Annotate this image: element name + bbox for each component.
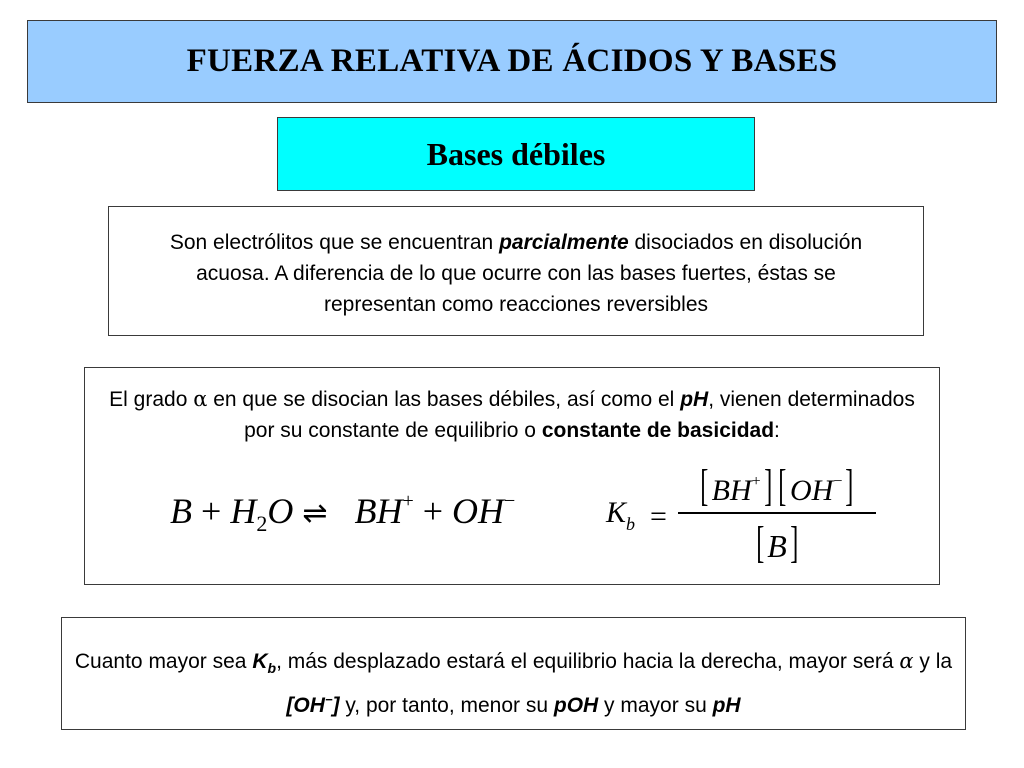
subtitle-banner <box>277 117 755 191</box>
definition-text-1: Son electrólitos que se encuentran <box>169 231 500 254</box>
kb-term: $K_b$ <box>252 650 277 677</box>
ph-term-2: pH <box>712 694 741 718</box>
kb-symbol: $K_b$ <box>606 496 636 534</box>
title-banner <box>27 20 997 103</box>
conclusion-box: Cuanto mayor sea $K_b$, más desplazado estará el equilibrio hacia la derecha, mayor será α y la [OH−] y, por tanto, menor su pOH y mayor su pH <box>61 617 966 730</box>
constant-term: constante de basicidad <box>541 419 775 442</box>
degree-text: El grado α en que se disocian las bases débiles, así como el pH, vienen determinados por su constante de equilibrio o constante de basicidad: <box>109 387 915 442</box>
alpha-symbol-2: α <box>899 649 914 673</box>
definition-text-2: disociados en disolución acuosa. A diferencia de lo que ocurre con las bases fuertes, éstas se representan como reacciones reversibles <box>196 231 863 316</box>
kb-numerator: [ BH+] [ OH−] <box>700 461 854 510</box>
equals-sign: = <box>650 500 667 533</box>
alpha-symbol: α <box>193 387 208 411</box>
page-title: FUERZA RELATIVA DE ÁCIDOS Y BASES <box>186 43 838 79</box>
dissociation-equation: $B + H_2O$ ⇌ BH+ + OH− <box>170 490 516 536</box>
fraction-bar <box>678 512 876 514</box>
equilibrium-arrow: ⇌ <box>302 496 328 531</box>
ph-term: pH <box>680 388 709 411</box>
section-title: Bases débiles <box>426 135 606 172</box>
definition-box <box>108 206 924 336</box>
poh-term: pOH <box>553 694 599 718</box>
oh-concentration: [OH−] <box>286 692 340 718</box>
definition-emphasis: parcialmente <box>499 231 629 254</box>
kb-denominator: [ B] <box>755 518 799 567</box>
